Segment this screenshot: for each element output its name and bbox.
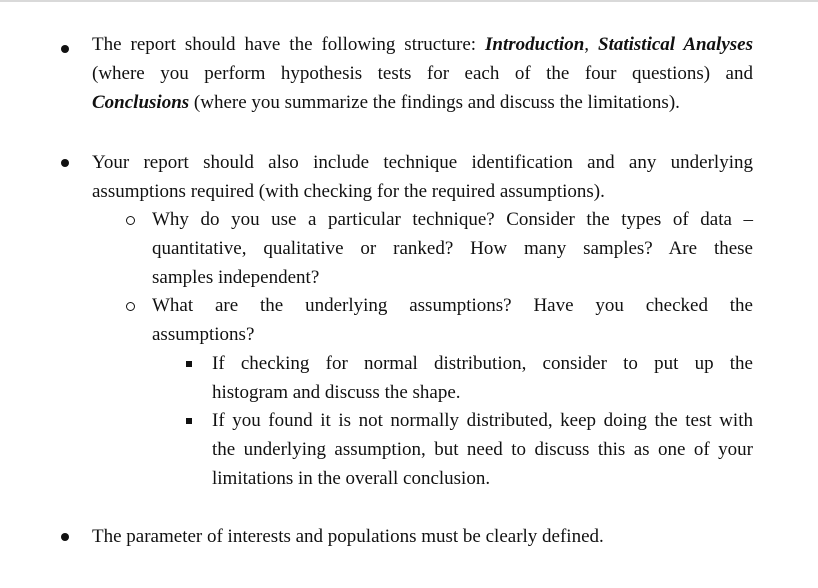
text-line: histogram and discuss the shape. — [212, 382, 461, 403]
bullet-disc — [61, 45, 69, 53]
bullet-structure — [92, 30, 753, 117]
text-line: limitations in the overall conclusion. — [212, 468, 491, 489]
bullet-disc — [61, 533, 69, 541]
text-line: assumptions? — [152, 324, 255, 345]
text-line: The report should have the following structure: Introduction, Statistical Analyses — [92, 34, 753, 55]
text-line: Your report should also include technique identification and any underlying — [92, 152, 753, 173]
subsubbullet-not-normal — [212, 406, 753, 493]
bullet-technique — [92, 148, 753, 206]
subbullet-technique-why — [152, 205, 753, 292]
text-line: Why do you use a particular technique? Consider the types of data – — [152, 209, 753, 230]
bullet-parameter — [92, 522, 753, 551]
text-line: samples independent? — [152, 267, 320, 288]
text-line: assumptions required (with checking for the required assumptions). — [92, 181, 605, 202]
text-line: the underlying assumption, but need to discuss this as one of your — [212, 439, 753, 460]
bullet-circle — [126, 302, 135, 311]
bullet-square — [186, 418, 192, 424]
text-line: Conclusions (where you summarize the findings and discuss the limitations). — [92, 92, 680, 113]
text-line: What are the underlying assumptions? Have you checked the — [152, 295, 753, 316]
text-line: If checking for normal distribution, consider to put up the — [212, 353, 753, 374]
text-line: (where you perform hypothesis tests for each of the four questions) and — [92, 63, 753, 84]
bullet-circle — [126, 216, 135, 225]
subbullet-assumptions — [152, 291, 753, 349]
bullet-square — [186, 361, 192, 367]
text-line: If you found it is not normally distributed, keep doing the test with — [212, 410, 753, 431]
subsubbullet-normal-check — [212, 349, 753, 407]
text-line: quantitative, qualitative or ranked? How many samples? Are these — [152, 238, 753, 259]
bullet-disc — [61, 159, 69, 167]
text-line: The parameter of interests and populations must be clearly defined. — [92, 526, 604, 547]
